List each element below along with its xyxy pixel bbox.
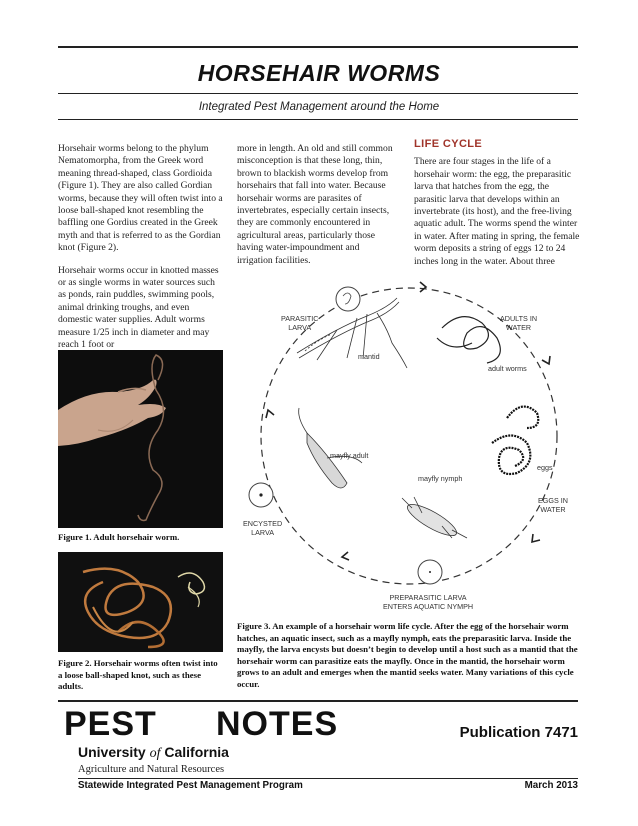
column-1-text xyxy=(58,143,223,362)
brand-pest: PEST xyxy=(64,705,157,743)
paragraph-intro: Horsehair worms belong to the phylum Nematomorpha, from the Greek word meaning thread-shaped, class Gordioida (Figure 1). They are also called Gordian worms, because they will often twist into a loose ball-shaped knot resembling the baffling one Gordius created in the Greek myth and that is referred to as the Gordian knot (Figure 2). xyxy=(58,143,223,254)
life-cycle-diagram xyxy=(237,268,580,616)
paragraph-occurrence: Horsehair worms occur in knotted masses or as single worms in water sources such as ponds, rain puddles, swimming pools, animal drinking troughs, and even domestic water supplies. Adult worms measure 1/25 inch in diameter and may reach 1 foot or xyxy=(58,264,219,351)
mayfly-nymph-sketch xyxy=(402,497,467,541)
label-mayfly-adult: mayfly adult xyxy=(330,451,369,460)
footer-rule xyxy=(58,700,578,702)
parasitic-larva-circle xyxy=(336,287,360,311)
life-cycle-heading: LIFE CYCLE xyxy=(414,138,483,150)
label-eggs-in-water: EGGS IN WATER xyxy=(538,496,568,514)
worm-knot-image xyxy=(58,552,223,652)
title-rule xyxy=(58,93,578,94)
label-mayfly-nymph: mayfly nymph xyxy=(418,474,463,483)
adult-worms-sketch xyxy=(437,317,500,363)
label-adults-in-water: ADULTS IN WATER xyxy=(500,314,538,332)
publication-date: March 2013 xyxy=(524,780,578,791)
label-adult-worms: adult worms xyxy=(488,364,527,373)
brand-notes: NOTES xyxy=(216,705,339,743)
university-california: California xyxy=(164,744,229,760)
eggs-coil-sketch xyxy=(492,407,538,474)
column-3-text xyxy=(414,138,580,278)
university-word: University xyxy=(78,744,146,760)
figure-2-caption: Figure 2. Horsehair worms often twist into a loose ball-shaped knot, such as these adults. xyxy=(58,658,218,692)
top-rule xyxy=(58,46,578,48)
paragraph-life-cycle: There are four stages in the life of a horsehair worm: the egg, the preparasitic larva that hatches from the egg, the parasitic larva that develops within an invertebrate (its host), and the free-living aquatic adult. The worms spend the winter in water. After mating in spring, the female worm deposits a string of eggs 12 to 24 inches long in the water. About three xyxy=(414,156,580,267)
label-mantid: mantid xyxy=(358,352,380,361)
label-eggs: eggs xyxy=(537,463,553,472)
label-encysted-larva: ENCYSTED LARVA xyxy=(243,519,283,537)
paragraph-misconception: more in length. An old and still common misconception is that these long, thin, brown to blackish worms develop from horsehairs that fall into water. Because horsehair worms are parasites of invertebrates, especially certain insects, they are commonly encountered in agricultural areas, particularly those having water-impoundment and irrigation facilities. xyxy=(237,143,393,266)
label-preparasitic-larva: PREPARASITIC LARVA ENTERS AQUATIC NYMPH xyxy=(383,593,474,611)
university-logo xyxy=(78,744,229,762)
page-subtitle: Integrated Pest Management around the Home xyxy=(198,101,440,113)
subtitle-rule xyxy=(58,119,578,120)
figure-1-photo xyxy=(58,350,223,528)
figure-1-caption: Figure 1. Adult horsehair worm. xyxy=(58,532,180,542)
figure-2-photo xyxy=(58,552,223,652)
figure-3-caption: Figure 3. An example of a horsehair worm life cycle. After the egg of the horsehair worm hatches, an aquatic insect, such as a mayfly nymph, eats the preparasitic larva. Inside the mayfly, the larva encysts but doesn’t begin to develop until a host such as a mantid that the horsehair worm can parasitize eats the mayfly. Once in the mantid, the horsehair worm grows to an adult and emerges when the mantid seeks water. Many variations of this cycle occur. xyxy=(237,621,578,689)
page-title: HORSEHAIR WORMS xyxy=(197,60,441,86)
university-of: of xyxy=(149,746,161,761)
column-2-text xyxy=(237,143,397,277)
mayfly-adult-sketch xyxy=(299,408,362,488)
division-name: Agriculture and Natural Resources xyxy=(78,764,225,775)
footer-bottom-rule xyxy=(78,778,578,779)
label-parasitic-larva: PARASITIC LARVA xyxy=(281,314,319,332)
publication-number: Publication 7471 xyxy=(459,724,578,741)
pest-notes-brand xyxy=(64,705,394,749)
hand-holding-worm-image xyxy=(58,350,223,528)
program-name: Statewide Integrated Pest Management Program xyxy=(78,780,303,791)
